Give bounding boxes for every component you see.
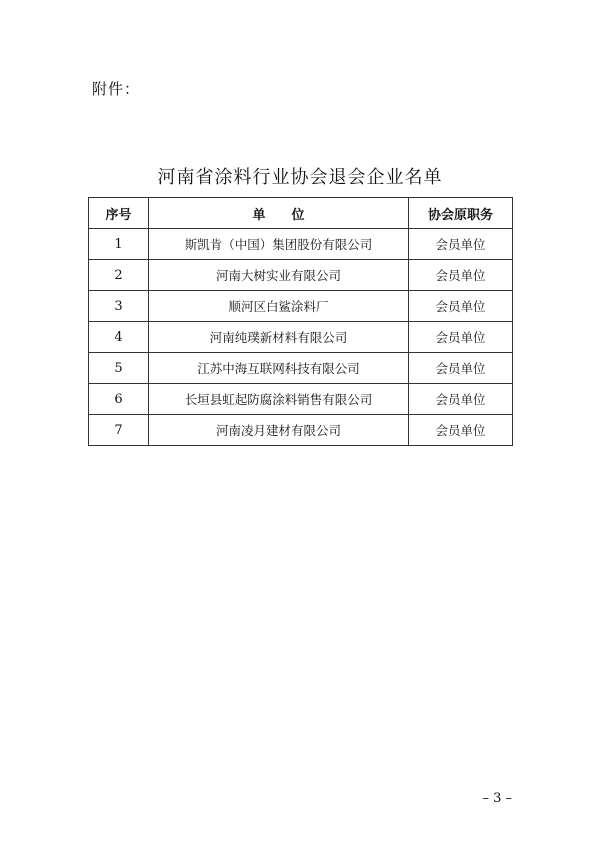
row-company-name: 顺河区白鲨涂料厂 [149, 291, 409, 322]
table-body [89, 229, 513, 446]
row-role: 会员单位 [409, 415, 513, 446]
table-row [89, 415, 513, 446]
row-serial-number: 4 [89, 322, 149, 353]
row-role: 会员单位 [409, 353, 513, 384]
row-serial-number: 1 [89, 229, 149, 260]
row-role: 会员单位 [409, 260, 513, 291]
row-role: 会员单位 [409, 384, 513, 415]
header-original-role: 协会原职务 [409, 198, 513, 229]
table-header-row [89, 198, 513, 229]
table-header [89, 198, 513, 229]
row-serial-number: 3 [89, 291, 149, 322]
row-company-name: 河南凌月建材有限公司 [149, 415, 409, 446]
row-role: 会员单位 [409, 291, 513, 322]
page-number: – 3 – [482, 791, 512, 806]
row-serial-number: 2 [89, 260, 149, 291]
table-row [89, 291, 513, 322]
row-company-name: 江苏中海互联网科技有限公司 [149, 353, 409, 384]
row-serial-number: 5 [89, 353, 149, 384]
document-title: 河南省涂料行业协会退会企业名单 [157, 167, 443, 188]
row-company-name: 长垣县虹起防腐涂料销售有限公司 [149, 384, 409, 415]
header-unit: 单 位 [149, 198, 409, 229]
row-serial-number: 6 [89, 384, 149, 415]
attachment-label: 附件： [92, 80, 141, 98]
table-row [89, 260, 513, 291]
row-role: 会员单位 [409, 322, 513, 353]
table-row [89, 229, 513, 260]
table-row [89, 384, 513, 415]
row-role: 会员单位 [409, 229, 513, 260]
header-serial-number: 序号 [89, 198, 149, 229]
row-company-name: 河南大树实业有限公司 [149, 260, 409, 291]
row-serial-number: 7 [89, 415, 149, 446]
table-row [89, 322, 513, 353]
row-company-name: 斯凯肯（中国）集团股份有限公司 [149, 229, 409, 260]
withdrawn-members-table [88, 197, 513, 446]
row-company-name: 河南纯璞新材料有限公司 [149, 322, 409, 353]
table-row [89, 353, 513, 384]
